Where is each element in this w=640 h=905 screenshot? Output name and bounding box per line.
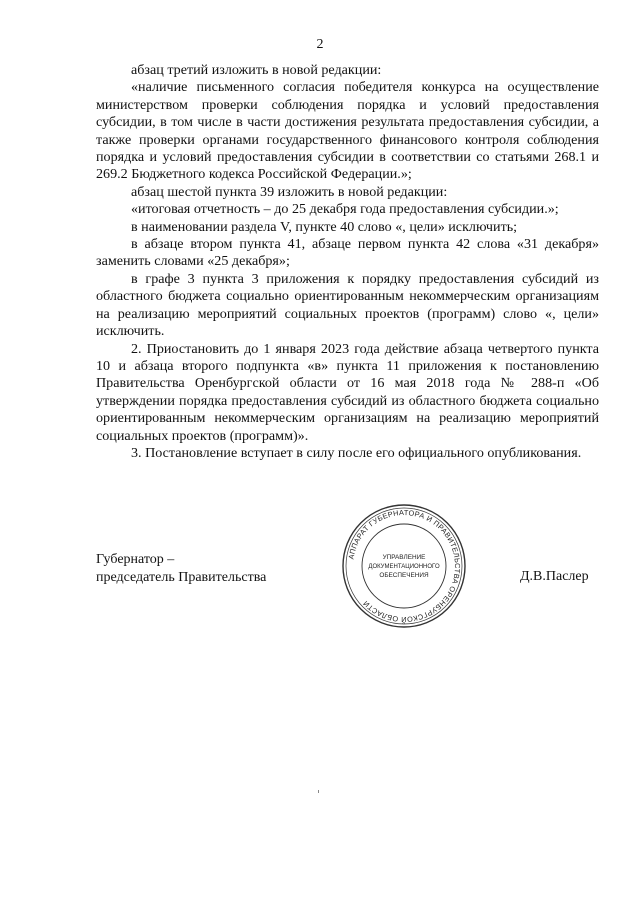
paragraph-reporting-deadline: «итоговая отчетность – до 25 декабря года предоставления субсидии.»; — [131, 201, 559, 218]
stamp-center-line3: ОБЕСПЕЧЕНИЯ — [379, 572, 429, 579]
stamp-ring-text: АППАРАТ ГУБЕРНАТОРА И ПРАВИТЕЛЬСТВА ОРЕНБУРГСКОЙ ОБЛАСТИ — [346, 507, 463, 625]
scan-speck — [318, 790, 319, 793]
official-stamp — [340, 502, 468, 630]
stamp-seal-graphic — [340, 502, 468, 630]
paragraph-suspension: 2. Приостановить до 1 января 2023 года действие абзаца четвертого пункта 10 и абзаца второго подпункта «в» пункта 11 приложения к постановлению Правительства Оренбургской области от 16 мая 2018 года № 288-п «Об утверждении порядка предоставления субсидий из областного бюджета социально ориентированным некоммерческим организациям на реализацию мероприятий социальных проектов (программ)». — [96, 340, 599, 444]
paragraph-date-replacement: в абзаце втором пункта 41, абзаце первом пункта 42 слова «31 декабря» заменить словами «25 декабря»; — [96, 236, 599, 270]
paragraph-entry-into-force: 3. Постановление вступает в силу после его официального опубликования. — [131, 444, 582, 461]
signatory-title — [96, 551, 266, 586]
document-body — [96, 62, 599, 462]
stamp-center-line2: ДОКУМЕНТАЦИОННОГО — [368, 564, 440, 570]
paragraph-appendix-column: в графе 3 пункта 3 приложения к порядку предоставления субсидий из областного бюджета социально ориентированным некоммерческим организациям на реализацию мероприятий социальных проектов (программ) слово «, цели» исключить. — [96, 270, 599, 340]
paragraph-consent-clause: «наличие письменного согласия победителя конкурса на осуществление министерством проверки соблюдения порядка и условий предоставления субсидии, в том числе в части достижения результата предоставления субсидии, а также проверки органами государственного финансового контроля соблюдения порядка и условий предоставления субсидии в соответствии со статьями 268.1 и 269.2 Бюджетного кодекса Российской Федерации.»; — [96, 79, 599, 183]
paragraph-amend-sixth-abzac: абзац шестой пункта 39 изложить в новой редакции: — [131, 183, 448, 200]
paragraph-section-v: в наименовании раздела V, пункте 40 слово «, цели» исключить; — [131, 218, 518, 235]
stamp-center-line1: УПРАВЛЕНИЕ — [382, 554, 426, 561]
signatory-name: Д.В.Паслер — [520, 569, 589, 584]
signatory-title-line2: председатель Правительства — [96, 569, 267, 585]
paragraph-amend-third-abzac: абзац третий изложить в новой редакции: — [131, 62, 382, 78]
page-number: 2 — [316, 37, 324, 52]
signatory-title-line1: Губернатор – — [96, 552, 175, 567]
